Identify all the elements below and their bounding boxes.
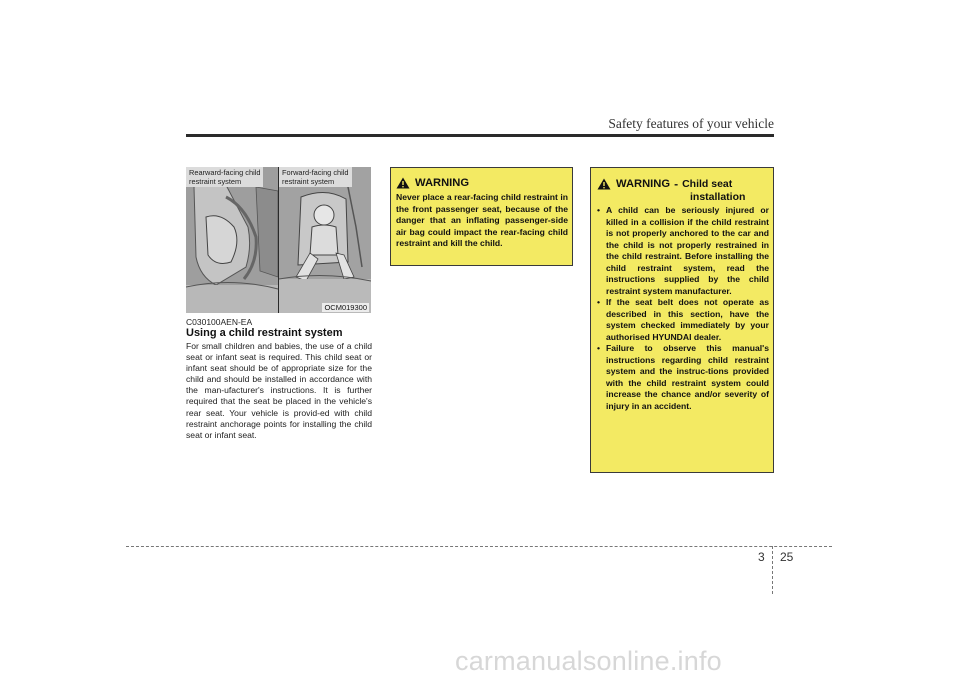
child-restraint-figure <box>186 167 371 313</box>
warning-box-front-seat <box>390 167 573 266</box>
footer-vertical-rule <box>772 546 773 594</box>
footer-rule <box>126 546 832 547</box>
page-chapter-number: 3 <box>758 550 765 564</box>
section-doc-code: C030100AEN-EA <box>186 317 253 327</box>
warning-box-child-seat-installation <box>590 167 774 473</box>
warning-title: WARNING <box>415 177 470 189</box>
warning-subtitle-line1: Child seat <box>682 178 733 190</box>
figure-code: OCM019300 <box>324 303 367 312</box>
warning-list-item: • Failure to observe this manual's instructions regarding child restraint system and the instruc-tions provided with the child restraint system could increase the chance and/or severity of injury in an accident. <box>597 343 769 411</box>
caption-forward-facing: Forward-facing child restraint system <box>279 167 352 187</box>
warning-list-item: • A child can be seriously injured or killed in a collision if the child restraint is not properly anchored to the car and the child is not properly restrained in the child restraint. Before installing the child restraint system, read the instructions supplied by the child restraint system manufacturer. <box>597 205 769 296</box>
watermark-text: carmanualsonline.info <box>455 646 722 676</box>
warning-text: Never place a rear-facing child restraint in the front passenger seat, because of the danger that an inflating passenger-side air bag could impact the rear-facing child restraint and kill the child. <box>396 192 568 248</box>
section-body-text: For small children and babies, the use of a child seat or infant seat is required. This child seat or infant seat should be of appropriate size for the child and should be installed in accordance with the man-ufacturer's instructions. It is further required that the seat be placed in the vehicle's rear seat. Your vehicle is provid-ed with child restraint anchorage points for installing the child seat or infant seat. <box>186 341 372 440</box>
section-heading: Using a child restraint system <box>186 327 343 339</box>
page-header-title: Safety features of your vehicle <box>608 116 774 131</box>
warning-triangle-icon <box>597 178 611 190</box>
figure-divider <box>278 167 279 313</box>
warning-title: WARNING <box>616 178 671 190</box>
warning-list <box>596 205 769 412</box>
warning-subtitle-line2: installation <box>690 191 746 203</box>
page-number: 25 <box>780 550 794 564</box>
header-rule <box>186 134 774 137</box>
warning-list-item: • If the seat belt does not operate as described in this section, have the system checked immediately by your authorised HYUNDAI dealer. <box>597 297 769 342</box>
caption-rearward-facing: Rearward-facing child restraint system <box>186 167 263 187</box>
warning-title-dash: - <box>674 177 679 191</box>
warning-triangle-icon <box>396 177 410 189</box>
